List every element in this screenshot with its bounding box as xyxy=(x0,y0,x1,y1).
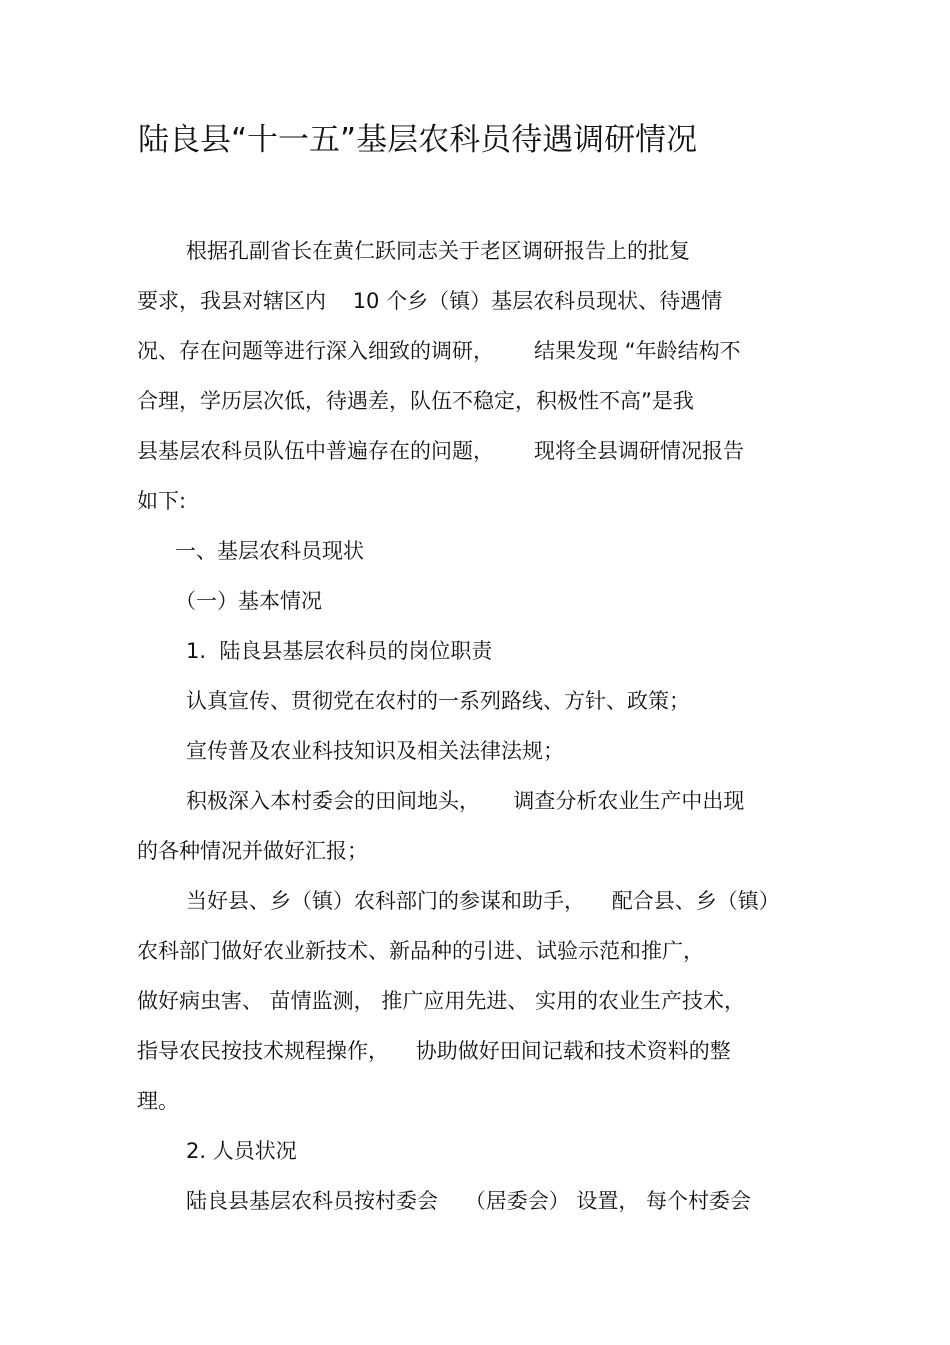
paragraph-line: 认真宣传、贯彻党在农村的一系列路线、方针、政策； xyxy=(186,689,690,713)
paragraph-line: 根据孔副省长在黄仁跃同志关于老区调研报告上的批复 xyxy=(186,239,690,263)
paragraph-line: 要求，我县对辖区内 10 个乡（镇）基层农科员现状、待遇情 xyxy=(137,289,723,313)
paragraph-line: 积极深入本村委会的田间地头， 调查分析农业生产中出现 xyxy=(186,789,745,813)
numbered-heading: 1. 陆良县基层农科员的岗位职责 xyxy=(186,639,493,663)
numbered-heading: 2. 人员状况 xyxy=(186,1139,297,1163)
subsection-heading: （一）基本情况 xyxy=(175,589,322,613)
paragraph-line: 县基层农科员队伍中普遍存在的问题， 现将全县调研情况报告 xyxy=(137,439,745,463)
paragraph-line: 理。 xyxy=(137,1089,179,1113)
paragraph-line: 农科部门做好农业新技术、新品种的引进、试验示范和推广， xyxy=(137,939,704,963)
paragraph-line: 况、存在问题等进行深入细致的调研， 结果发现 “年龄结构不 xyxy=(137,339,741,363)
paragraph-line: 的各种情况并做好汇报； xyxy=(137,839,368,863)
paragraph-line: 当好县、乡（镇）农科部门的参谋和助手， 配合县、乡（镇） xyxy=(186,889,780,913)
paragraph-line: 如下: xyxy=(137,489,187,513)
paragraph-line: 做好病虫害、 苗情监测， 推广应用先进、 实用的农业生产技术， xyxy=(137,989,746,1013)
section-heading: 一、基层农科员现状 xyxy=(175,539,364,563)
document-title: 陆良县“十一五”基层农科员待遇调研情况 xyxy=(138,122,698,158)
paragraph-line: 陆良县基层农科员按村委会 （居委会） 设置， 每个村委会 xyxy=(186,1189,752,1213)
paragraph-line: 指导农民按技术规程操作， 协助做好田间记载和技术资料的整 xyxy=(137,1039,731,1063)
paragraph-line: 合理，学历层次低，待遇差，队伍不稳定，积极性不高”是我 xyxy=(137,389,694,413)
paragraph-line: 宣传普及农业科技知识及相关法律法规； xyxy=(186,739,564,763)
